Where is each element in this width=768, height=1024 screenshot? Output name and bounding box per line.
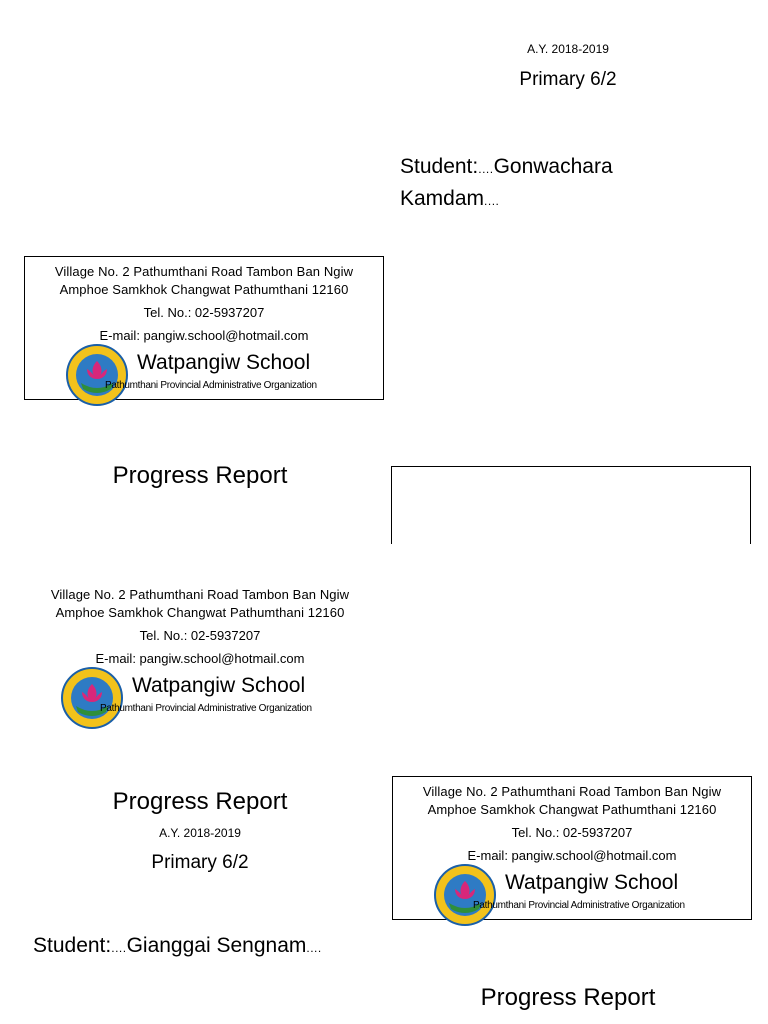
school-emblem-icon	[60, 666, 124, 730]
organization-name: Pathumthani Provincial Administrative Organization	[105, 380, 317, 391]
address-line-2: Amphoe Samkhok Changwat Pathumthani 12160	[59, 282, 349, 297]
brand-row	[393, 867, 751, 913]
address-line-2: Amphoe Samkhok Changwat Pathumthani 12160	[427, 802, 717, 817]
student-name: Gonwachara Kamdam	[400, 155, 613, 210]
organization-name: Pathumthani Provincial Administrative Organization	[100, 703, 312, 714]
academic-year-2: A.Y. 2018-2019	[159, 826, 241, 840]
organization-name: Pathumthani Provincial Administrative Organization	[473, 900, 685, 911]
class-name-2: Primary 6/2	[151, 852, 249, 873]
school-name: Watpangiw School	[505, 871, 679, 894]
school-header-3	[392, 776, 752, 920]
school-header-1	[24, 256, 384, 400]
school-name: Watpangiw School	[137, 351, 311, 374]
student-line-2: Student:....Gianggai Sengnam....	[33, 934, 322, 957]
report-title-3: Progress Report	[480, 984, 656, 1011]
telephone: Tel. No.: 02-5937207	[511, 825, 633, 840]
email: E-mail: pangiw.school@hotmail.com	[99, 328, 309, 343]
address-line-2: Amphoe Samkhok Changwat Pathumthani 12160	[55, 605, 345, 620]
student-label: Student:	[33, 934, 112, 957]
telephone: Tel. No.: 02-5937207	[139, 628, 261, 643]
blank-box	[391, 466, 751, 544]
school-name: Watpangiw School	[132, 674, 306, 697]
academic-year-1: A.Y. 2018-2019	[527, 42, 609, 56]
address-line-1: Village No. 2 Pathumthani Road Tambon Ban Ngiw	[50, 587, 350, 602]
student-name: Gianggai Sengnam	[126, 934, 307, 957]
school-emblem-icon	[433, 863, 497, 927]
brand-row	[20, 670, 380, 716]
school-header-2	[20, 586, 380, 736]
report-title-2: Progress Report	[112, 788, 288, 815]
report-title-1: Progress Report	[112, 462, 288, 489]
email: E-mail: pangiw.school@hotmail.com	[467, 848, 677, 863]
address-line-1: Village No. 2 Pathumthani Road Tambon Ban Ngiw	[54, 264, 354, 279]
brand-row	[25, 347, 383, 393]
telephone: Tel. No.: 02-5937207	[143, 305, 265, 320]
student-label: Student:	[400, 155, 479, 178]
address-line-1: Village No. 2 Pathumthani Road Tambon Ban Ngiw	[422, 784, 722, 799]
class-name-1: Primary 6/2	[519, 69, 617, 90]
student-line-1: Student:....Gonwachara Kamdam....	[400, 155, 613, 210]
email: E-mail: pangiw.school@hotmail.com	[95, 651, 305, 666]
school-emblem-icon	[65, 343, 129, 407]
